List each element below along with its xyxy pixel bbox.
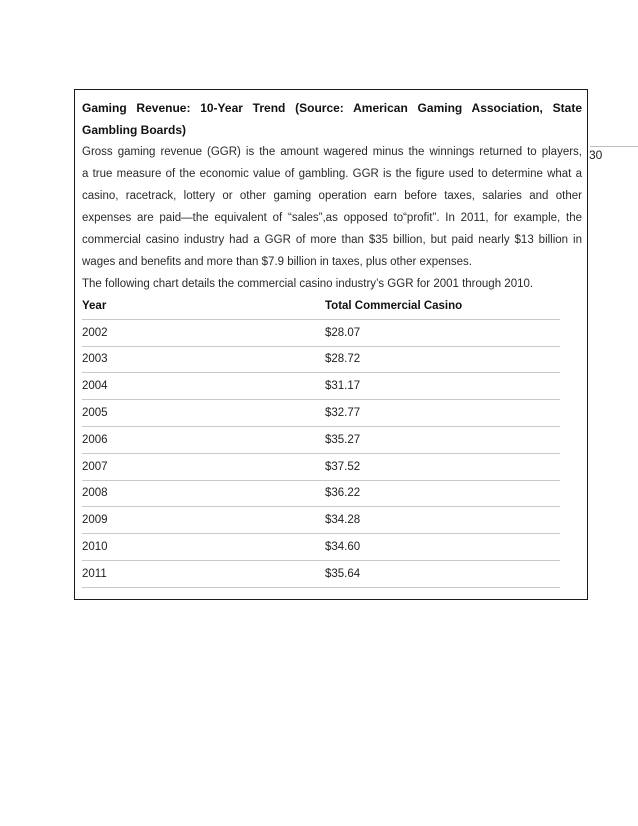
value-cell: $31.17 [325,380,361,393]
chart-intro: The following chart details the commercial casino industry’s GGR for 2001 through 2010. [82,278,534,290]
ggr-table [82,293,560,588]
box-text [82,97,582,295]
value-cell: $34.60 [325,541,361,554]
value-cell: $28.07 [325,326,361,339]
table-row [82,347,560,374]
year-cell: 2002 [82,326,108,339]
page-number-rule [590,146,638,147]
table-row [82,320,560,347]
page-number: 30 [589,148,603,162]
column-header-total: Total Commercial Casino [325,299,463,312]
table-row [82,481,560,508]
value-cell: $28.72 [325,353,361,366]
column-header-year: Year [82,299,107,312]
value-cell: $35.64 [325,567,361,580]
paragraph-line: casino, racetrack, lottery or other gaming operation earn before taxes, salaries and other [82,190,582,202]
table-row [82,507,560,534]
table-row [82,427,560,454]
value-cell: $36.22 [325,487,361,500]
paragraph-line: a true measure of the economic value of gambling. GGR is the figure used to determine what a [82,168,582,180]
year-cell: 2003 [82,353,108,366]
table-row [82,454,560,481]
year-cell: 2005 [82,407,108,420]
year-cell: 2008 [82,487,108,500]
table-row [82,400,560,427]
value-cell: $37.52 [325,460,361,473]
paragraph-line: Gross gaming revenue (GGR) is the amount wagered minus the winnings returned to players, [82,146,582,158]
value-cell: $35.27 [325,433,361,446]
table-header-row [82,293,560,320]
gaming-revenue-box [74,89,588,600]
year-cell: 2004 [82,380,108,393]
year-cell: 2007 [82,460,108,473]
year-cell: 2006 [82,433,108,446]
year-cell: 2010 [82,541,108,554]
table-row [82,561,560,588]
paragraph-line: commercial casino industry had a GGR of more than $35 billion, but paid nearly $13 billion in [82,234,582,246]
value-cell: $32.77 [325,407,361,420]
year-cell: 2011 [82,567,107,580]
paragraph-line: expenses are paid—the equivalent of “sales”,as opposed to“profit”. In 2011, for example, the [82,212,582,224]
box-heading: Gaming Revenue: 10-Year Trend (Source: American Gaming Association, State Gambling Boards) [82,101,582,137]
year-cell: 2009 [82,514,108,527]
table-row [82,534,560,561]
table-row [82,373,560,400]
value-cell: $34.28 [325,514,361,527]
paragraph-line: wages and benefits and more than $7.9 billion in taxes, plus other expenses. [82,256,472,268]
